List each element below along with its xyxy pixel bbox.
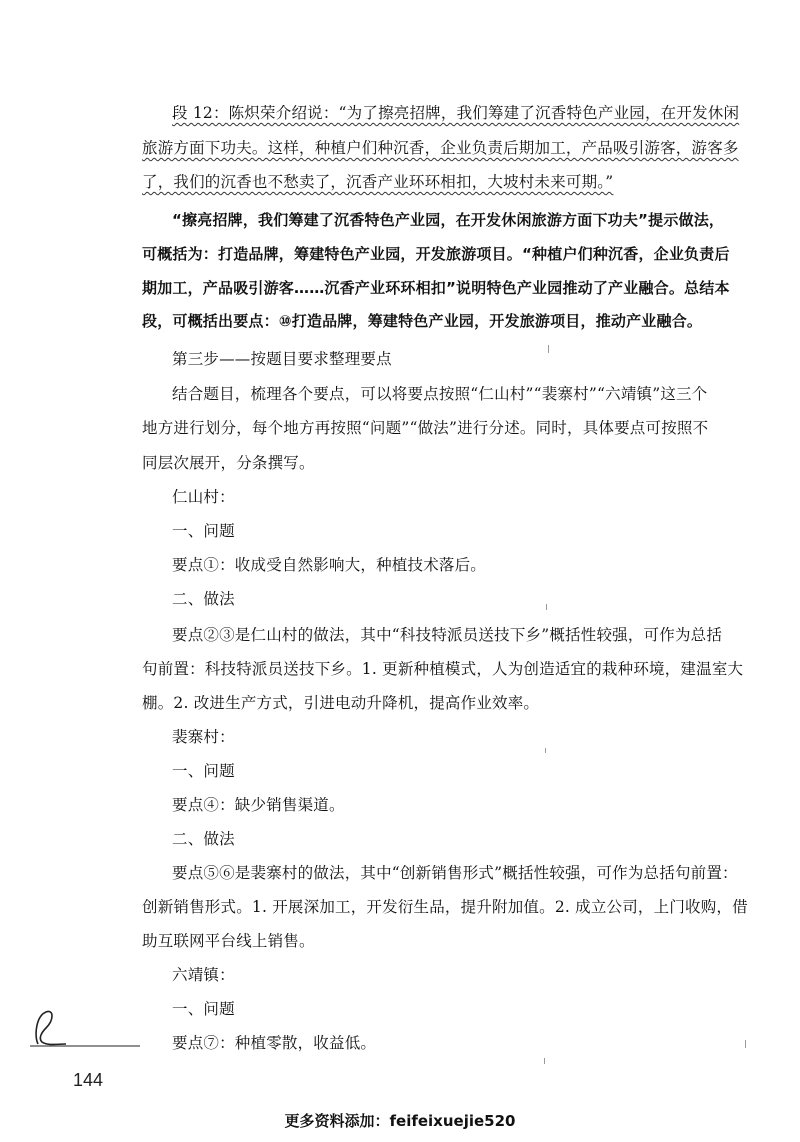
footer-note: 更多资料添加：feifeixuejie520 — [284, 1112, 516, 1130]
paragraph-line: 创新销售形式。1. 开展深加工，开发衍生品，提升附加值。2. 成立公司，上门收购，借 — [142, 898, 748, 916]
paragraph-line — [142, 172, 742, 192]
paragraph-line: 地方进行划分，每个地方再按照“问题”“做法”进行分述。同时，具体要点可按照不 — [142, 419, 709, 437]
scan-speck — [745, 1040, 746, 1048]
scan-speck — [548, 345, 549, 353]
paragraph-line: 期加工，产品吸引游客……沉香产业环环相扣”说明特色产业园推动了产业融合。总结本 — [142, 279, 730, 297]
paragraph-line: 同层次展开，分条撰写。 — [142, 454, 315, 472]
text-line: 了，我们的沉香也不愁卖了，沉香产业环环相扣，大坡村未来可期。” — [142, 173, 614, 191]
paragraph-line: 棚。2. 改进生产方式，引进电动升降机，提高作业效率。 — [142, 694, 540, 712]
handwritten-signature-icon — [24, 1006, 144, 1052]
paragraph-line: 段，可概括出要点：⑩打造品牌，筹建特色产业园，开发旅游项目，推动产业融合。 — [142, 312, 703, 330]
paragraph-line: 可概括为：打造品牌，筹建特色产业园，开发旅游项目。“种植户们种沉香，企业负责后 — [142, 245, 730, 263]
paragraph-line: “擦亮招牌，我们筹建了沉香特色产业园，在开发休闲旅游方面下功夫”提示做法， — [172, 211, 725, 229]
text-line: 旅游方面下功夫。这样，种植户们种沉香，企业负责后期加工，产品吸引游客，游客多 — [142, 139, 739, 157]
page-number: 144 — [73, 1070, 104, 1090]
paragraph-line: 要点②③是仁山村的做法，其中“科技特派员送技下乡”概括性较强，可作为总括 — [172, 626, 723, 644]
scan-speck — [546, 604, 547, 610]
paragraph-line — [142, 138, 742, 158]
scan-speck — [545, 748, 546, 753]
section-heading: 第三步——按题目要求整理要点 — [172, 350, 392, 368]
subheading-problem: 一、问题 — [172, 1000, 235, 1018]
paragraph-line: 助互联网平台线上销售。 — [142, 932, 315, 950]
subheading-problem: 一、问题 — [172, 522, 235, 540]
scan-speck — [544, 1058, 545, 1064]
subheading-method: 二、做法 — [172, 830, 235, 848]
place-heading-liujing: 六靖镇： — [172, 966, 235, 984]
paragraph-line: 结合题目，梳理各个要点，可以将要点按照“仁山村”“裴寨村”“六靖镇”这三个 — [172, 385, 708, 403]
text-line: 段 12：陈炽荣介绍说：“为了擦亮招牌，我们筹建了沉香特色产业园，在开发休闲 — [172, 104, 740, 122]
key-point: 要点④：缺少销售渠道。 — [172, 796, 345, 814]
key-point: 要点⑦：种植零散，收益低。 — [172, 1034, 377, 1052]
place-heading-peizhai: 裴寨村： — [172, 728, 235, 746]
subheading-method: 二、做法 — [172, 590, 235, 608]
subheading-problem: 一、问题 — [172, 762, 235, 780]
paragraph-line: 句前置：科技特派员送技下乡。1. 更新种植模式，人为创造适宜的栽种环境，建温室大 — [142, 660, 744, 678]
paragraph-line: 要点⑤⑥是裴寨村的做法，其中“创新销售形式”概括性较强，可作为总括句前置： — [172, 864, 738, 882]
place-heading-renshan: 仁山村： — [172, 488, 235, 506]
key-point: 要点①：收成受自然影响大，种植技术落后。 — [172, 556, 487, 574]
paragraph-line — [172, 103, 772, 123]
